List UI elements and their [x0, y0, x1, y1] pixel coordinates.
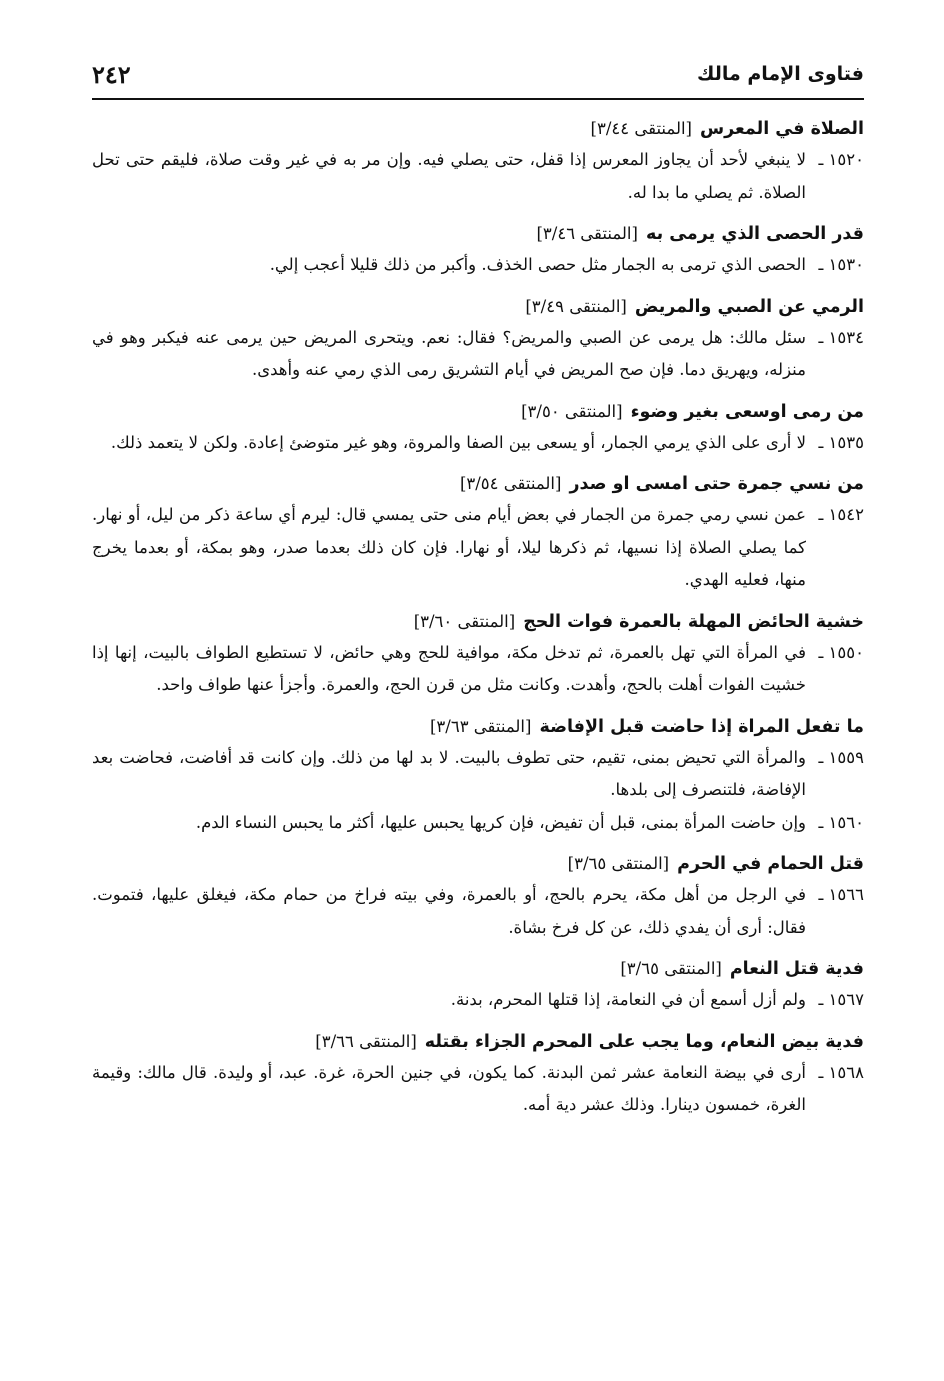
running-title: فتاوى الإمام مالك — [697, 63, 864, 85]
section-heading — [92, 849, 864, 879]
entry-number: ١٥٦٧ ـ — [818, 990, 864, 1009]
entry-text: الحصى الذي ترمى به الجمار مثل حصى الخذف. وأكبر من ذلك قليلا أعجب إلي. — [269, 255, 806, 274]
entry-text: عمن نسي رمي جمرة من الجمار في بعض أيام منى حتى يمسي قال: ليرم أي ساعة ذكر من ليل، أو نهار. كما يصلي الصلاة إذا نسيها، ثم ذكرها ليلا، أو نهارا. فإن كان ذلك بعدما صدر، وهو بمكة، أو بعدما يخرج منها، فعليه الهدي. — [92, 505, 806, 589]
fatwa-entry — [92, 499, 864, 597]
heading-title: ما تفعل المراة إذا حاضت قبل الإفاضة — [539, 716, 864, 737]
section-heading — [92, 292, 864, 322]
section — [92, 292, 864, 387]
page-body — [92, 114, 864, 1132]
section-heading — [92, 607, 864, 637]
section — [92, 712, 864, 840]
fatwa-entry — [92, 249, 864, 282]
entry-number: ١٥٤٢ ـ — [818, 505, 864, 524]
entry-text: لا أرى على الذي يرمي الجمار، أو يسعى بين الصفا والمروة، وهو غير متوضئ إعادة. ولكن لا يتعمد ذلك. — [110, 432, 806, 452]
entry-number: ١٥٥٩ ـ — [818, 747, 864, 767]
entry-text: والمرأة التي تحيض بمنى، تقيم، حتى تطوف بالبيت. لا بد لها من ذلك. وإن كانت قد أفاضت، فحاضت بعد الإفاضة، فلتنصرف إلى بلدها. — [92, 747, 806, 799]
entry-text: في الرجل من أهل مكة، يحرم بالحج، أو بالعمرة، وفي بيته فراخ من حمام مكة، فيغلق عليها، فتموت. فقال: أرى أن يفدي ذلك، عن كل فرخ بشاة. — [92, 885, 806, 937]
entry-text: أرى في بيضة النعامة عشر ثمن البدنة. كما يكون، في جنين الحرة، غرة. عبد، أو وليدة. قال مالك: وقيمة الغرة، خمسون دينارا. وذلك عشر دية أمه. — [92, 1062, 806, 1114]
section-heading — [92, 712, 864, 742]
section-heading — [92, 219, 864, 249]
page-header — [92, 52, 864, 96]
heading-title: فدية بيض النعام، وما يجب على المحرم الجزاء بقتله — [424, 1031, 864, 1052]
section-heading — [92, 114, 864, 144]
fatwa-entry — [92, 742, 864, 807]
entry-text: وإن حاضت المرأة بمنى، قبل أن تفيض، فإن كريها يحبس عليها، أكثر ما يحبس النساء الدم. — [195, 812, 806, 832]
entry-text: لا ينبغي لأحد أن يجاوز المعرس إذا قفل، حتى يصلي فيه. وإن مر به في غير وقت صلاة، فليقم حتى تحل الصلاة. ثم يصلي ما بدا له. — [92, 150, 806, 202]
section — [92, 607, 864, 702]
header-divider — [92, 98, 864, 100]
fatwa-entry — [92, 144, 864, 209]
source-reference: [المنتقى ٣/٤٦] — [536, 224, 638, 243]
section — [92, 397, 864, 460]
source-reference: [المنتقى ٣/٥٠] — [521, 401, 623, 421]
source-reference: [المنتقى ٣/٥٤] — [459, 474, 562, 493]
entry-text: ولم أزل أسمع أن في النعامة، إذا قتلها المحرم، بدنة. — [450, 990, 806, 1009]
source-reference: [المنتقى ٣/٤٩] — [525, 296, 627, 316]
fatwa-entry — [92, 879, 864, 944]
entry-number: ١٥٣٤ ـ — [818, 327, 864, 347]
heading-title: من رمى اوسعى بغير وضوء — [630, 401, 864, 422]
section — [92, 1027, 864, 1122]
heading-title: الصلاة في المعرس — [700, 119, 864, 139]
heading-title: قدر الحصى الذي يرمى به — [645, 224, 864, 244]
entry-text: في المرأة التي تهل بالعمرة، ثم تدخل مكة، موافية للحج وهي حائض، لا تستطيع الطواف بالبيت، إنها إذا خشيت الفوات أهلت بالحج، وأهدت. وكانت مثل من قرن الحج، والعمرة. وأجزأ عنها طواف واحد. — [92, 642, 806, 694]
entry-number: ١٥٣٠ ـ — [818, 255, 864, 274]
section — [92, 219, 864, 282]
section-heading — [92, 954, 864, 984]
source-reference: [المنتقى ٣/٦٠] — [413, 611, 516, 631]
source-reference: [المنتقى ٣/٦٦] — [315, 1031, 417, 1051]
heading-title: فدية قتل النعام — [729, 959, 864, 979]
heading-title: من نسي جمرة حتى امسى او صدر — [569, 474, 864, 494]
section-heading — [92, 1027, 864, 1057]
source-reference: [المنتقى ٣/٦٥] — [620, 959, 722, 978]
heading-title: خشية الحائض المهلة بالعمرة فوات الحج — [523, 611, 864, 632]
entry-number: ١٥٦٨ ـ — [818, 1062, 864, 1082]
source-reference: [المنتقى ٣/٤٤] — [590, 119, 692, 138]
fatwa-entry — [92, 322, 864, 387]
entry-number: ١٥٢٠ ـ — [818, 150, 864, 169]
entry-number: ١٥٣٥ ـ — [818, 432, 864, 452]
page-number: ٢٤٢ — [92, 59, 131, 89]
entry-text: سئل مالك: هل يرمى عن الصبي والمريض؟ فقال: نعم. ويتحرى المريض حين يرمى عنه فيكبر وهو في منزله، ويهريق دما. فإن صح المريض في أيام التشريق رمى الذي رمي عنه وأهدى. — [92, 327, 806, 379]
section-heading — [92, 469, 864, 499]
fatwa-entry — [92, 427, 864, 460]
heading-title: قتل الحمام في الحرم — [677, 854, 864, 874]
fatwa-entry — [92, 637, 864, 702]
section — [92, 114, 864, 209]
section — [92, 469, 864, 597]
section-heading — [92, 397, 864, 427]
source-reference: [المنتقى ٣/٦٣] — [429, 716, 532, 736]
source-reference: [المنتقى ٣/٦٥] — [567, 854, 670, 873]
section — [92, 954, 864, 1017]
entry-number: ١٥٦٦ ـ — [818, 885, 864, 904]
fatwa-entry — [92, 807, 864, 840]
heading-title: الرمي عن الصبي والمريض — [634, 296, 864, 317]
section — [92, 849, 864, 944]
entry-number: ١٥٦٠ ـ — [818, 812, 864, 832]
fatwa-entry — [92, 1057, 864, 1122]
entry-number: ١٥٥٠ ـ — [818, 642, 864, 662]
fatwa-entry — [92, 984, 864, 1017]
